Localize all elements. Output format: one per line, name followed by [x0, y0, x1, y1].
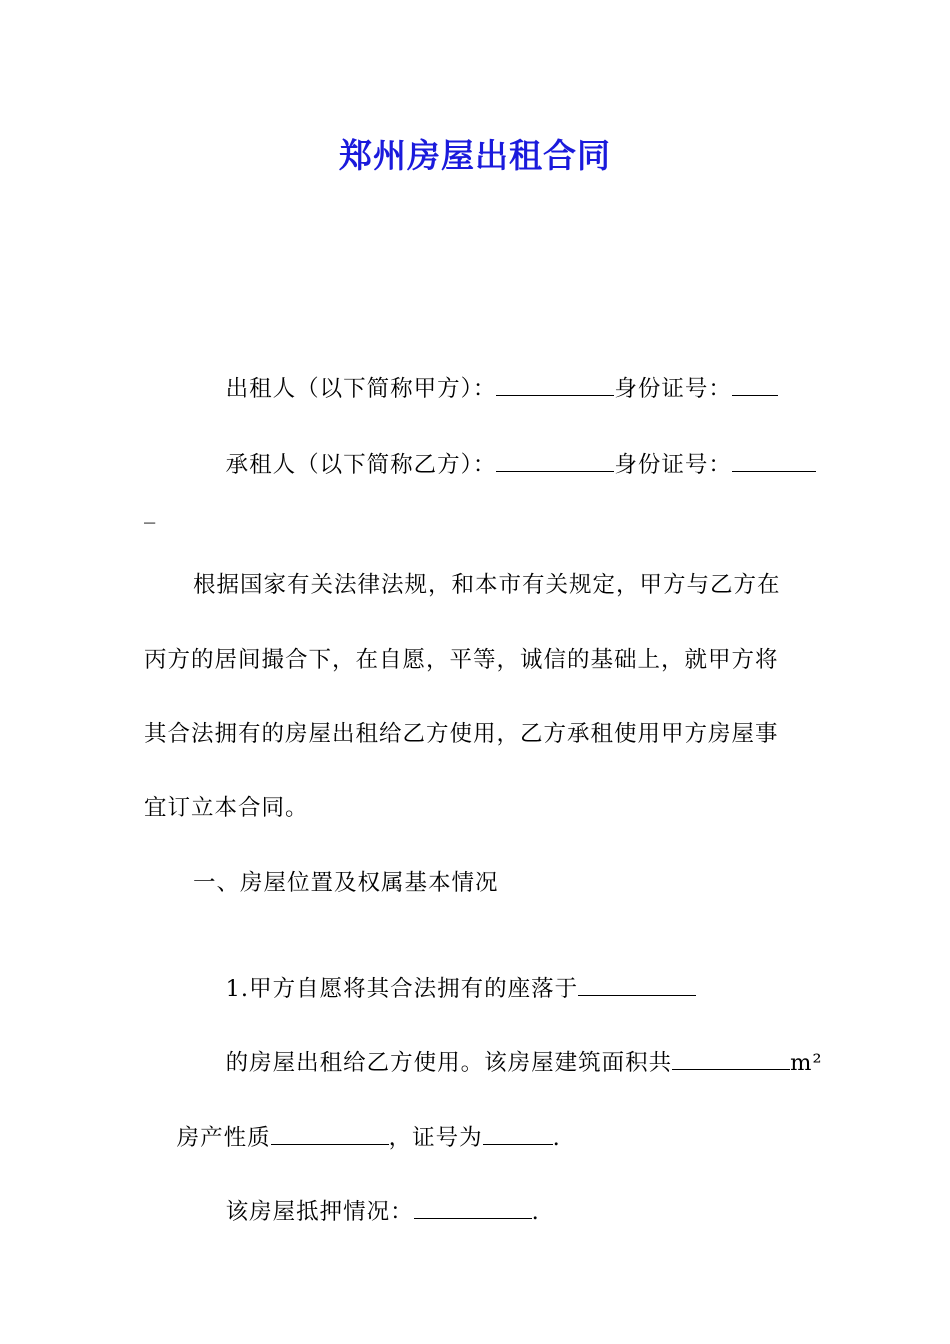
document-title: 郑州房屋出租合同 — [339, 136, 611, 175]
mortgage-label: 该房屋抵押情况： — [225, 1199, 414, 1225]
lessee-id-blank — [732, 451, 816, 472]
period: . — [531, 1199, 540, 1225]
cert-number-blank — [483, 1124, 553, 1145]
paragraph-line: 宜订立本合同。 — [144, 795, 309, 821]
location-blank — [578, 975, 696, 996]
area-unit: m² — [790, 1050, 823, 1076]
lessor-name-blank — [496, 375, 614, 396]
property-nature-label: 房产性质 — [176, 1125, 271, 1151]
lessee-label: 承租人（以下简称乙方）： — [225, 452, 497, 478]
paragraph-line: 其合法拥有的房屋出租给乙方使用，乙方承租使用甲方房屋事 — [144, 721, 779, 747]
period: . — [552, 1125, 561, 1151]
paragraph-line: 丙方的居间撮合下，在自愿，平等，诚信的基础上，就甲方将 — [144, 647, 779, 673]
lessee-id-label: 身份证号： — [614, 452, 732, 478]
item-1-text-2: 的房屋出租给乙方使用。该房屋建筑面积共 — [225, 1050, 673, 1076]
mortgage-line — [193, 1167, 540, 1257]
mortgage-blank — [414, 1198, 532, 1219]
lessor-id-blank — [732, 375, 778, 396]
lessor-label: 出租人（以下简称甲方）： — [225, 376, 497, 402]
lessee-name-blank — [496, 451, 614, 472]
property-nature-blank — [271, 1124, 389, 1145]
item-1-text: 1.甲方自愿将其合法拥有的座落于 — [225, 976, 579, 1002]
section-heading: 一、房屋位置及权属基本情况 — [193, 870, 499, 896]
paragraph-line: 根据国家有关法律法规，和本市有关规定，甲方与乙方在 — [193, 572, 781, 598]
lessee-id-continuation: _ — [144, 498, 157, 524]
lessee-line — [193, 420, 816, 510]
cert-number-label: ，证号为 — [388, 1125, 483, 1151]
lessor-id-label: 身份证号： — [614, 376, 732, 402]
area-blank — [672, 1049, 790, 1070]
